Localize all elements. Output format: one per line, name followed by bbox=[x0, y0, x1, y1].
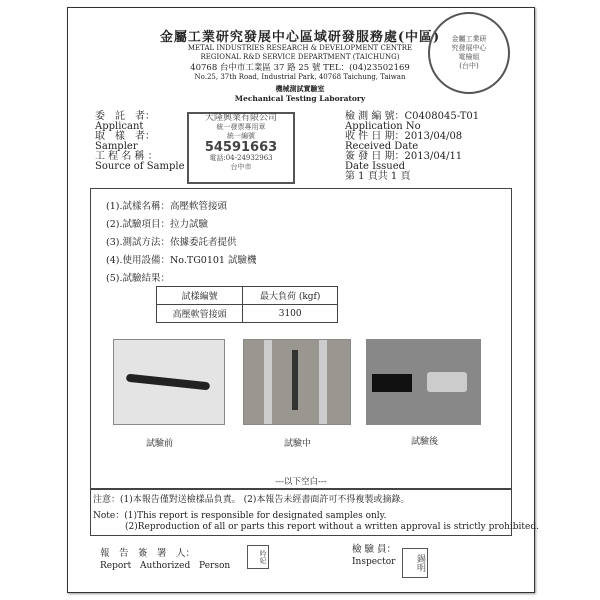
sampler-label-en: Sampler bbox=[95, 141, 138, 152]
received-date-en: Received Date bbox=[345, 141, 419, 152]
caption-after: 試驗後 bbox=[411, 437, 439, 447]
date-issued-en: Date Issued bbox=[345, 161, 406, 172]
note-en-2: (2)Reproduction of all or parts this report without a written approval is strictly prohibited. bbox=[125, 522, 539, 532]
source-label-en: Source of Sample bbox=[95, 161, 185, 172]
address-en: No.25, 37th Road, Industrial Park, 40768 Taichung, Taiwan bbox=[194, 73, 406, 81]
applicant-label-en: Applicant bbox=[95, 121, 144, 132]
company-city: 台中市 bbox=[230, 163, 252, 171]
inspector-en: Inspector bbox=[352, 557, 396, 567]
applicant-label-zh: 委 託 者： bbox=[95, 111, 155, 122]
inspector-zh: 檢 驗 員： bbox=[352, 544, 397, 555]
caption-during: 試驗中 bbox=[284, 439, 312, 449]
item-sample-name: (1).試樣名稱：高壓軟管接頭 bbox=[106, 201, 227, 212]
note-en-1: Note：(1)This report is responsible for designated samples only. bbox=[93, 511, 387, 521]
inspector-seal: 錫明 bbox=[402, 548, 428, 578]
photo-before-test bbox=[113, 339, 225, 425]
org-title-zh: 金屬工業研究發展中心區域研發服務處(中區) bbox=[159, 30, 441, 45]
address-zh: 40768 台中市工業區 37 路 25 號 TEL：(04)23502169 bbox=[190, 63, 410, 73]
notes-box bbox=[90, 488, 539, 536]
cell-load: 3100 bbox=[243, 305, 338, 323]
item-method: (3).測試方法：依據委託者提供 bbox=[106, 237, 237, 248]
lab-en: Mechanical Testing Laboratory bbox=[234, 94, 366, 103]
item-results: (5).試驗結果： bbox=[106, 273, 170, 284]
application-no-zh: 檢 測 編 號：C0408045-T01 bbox=[345, 111, 480, 122]
stamp-line: 統一編號 bbox=[227, 132, 255, 140]
source-label-zh: 工 程 名 稱 ： bbox=[95, 151, 158, 162]
tax-id: 54591663 bbox=[204, 140, 278, 155]
note-zh: 注意：(1)本報告僅對送檢樣品負責。 (2)本報告未經書面許可不得複製或摘錄。 bbox=[93, 495, 410, 505]
company-name: 大隆興業有限公司 bbox=[204, 113, 277, 123]
stamp-line: 統一發票專用章 bbox=[216, 123, 266, 131]
date-issued-zh: 簽 發 日 期：2013/04/11 bbox=[345, 151, 463, 162]
item-test-type: (2).試驗項目：拉力試驗 bbox=[106, 219, 208, 230]
org-title-en: METAL INDUSTRIES RESEARCH & DEVELOPMENT CENTRE bbox=[187, 44, 413, 52]
company-stamp bbox=[187, 112, 295, 184]
page-number: 第 1 頁共 1 頁 bbox=[345, 171, 411, 182]
sampler-label-zh: 取 樣 者： bbox=[95, 131, 155, 142]
authorized-person-seal: 吟妃 bbox=[247, 545, 269, 569]
blank-below-marker: ---以下空白--- bbox=[275, 477, 327, 487]
org-dept-en: REGIONAL R&D SERVICE DEPARTMENT (TAICHUNG) bbox=[200, 53, 400, 61]
company-phone: 電話:04-24932963 bbox=[209, 154, 273, 162]
caption-before: 試驗前 bbox=[146, 439, 174, 449]
item-equipment: (4).使用設備：No.TG0101 試驗機 bbox=[106, 255, 257, 266]
photo-after-test bbox=[366, 339, 481, 425]
lab-zh: 機械測試實驗室 bbox=[275, 84, 325, 93]
header-max-load: 最大負荷 (kgf) bbox=[243, 287, 338, 305]
organization-seal: 金屬工業研究發展中心 電檢組 (台中) bbox=[428, 12, 510, 94]
cell-sample: 高壓軟管接頭 bbox=[157, 305, 243, 323]
results-table bbox=[156, 286, 338, 323]
header-sample-id: 試樣編號 bbox=[157, 287, 243, 305]
application-no-en: Application No bbox=[345, 121, 421, 132]
authorized-person-en: Report Authorized Person bbox=[100, 561, 231, 571]
received-date-zh: 收 件 日 期：2013/04/08 bbox=[345, 131, 463, 142]
photo-during-test bbox=[243, 339, 351, 425]
test-content-box bbox=[90, 188, 512, 490]
authorized-person-zh: 報 告 簽 署 人： bbox=[100, 548, 196, 559]
